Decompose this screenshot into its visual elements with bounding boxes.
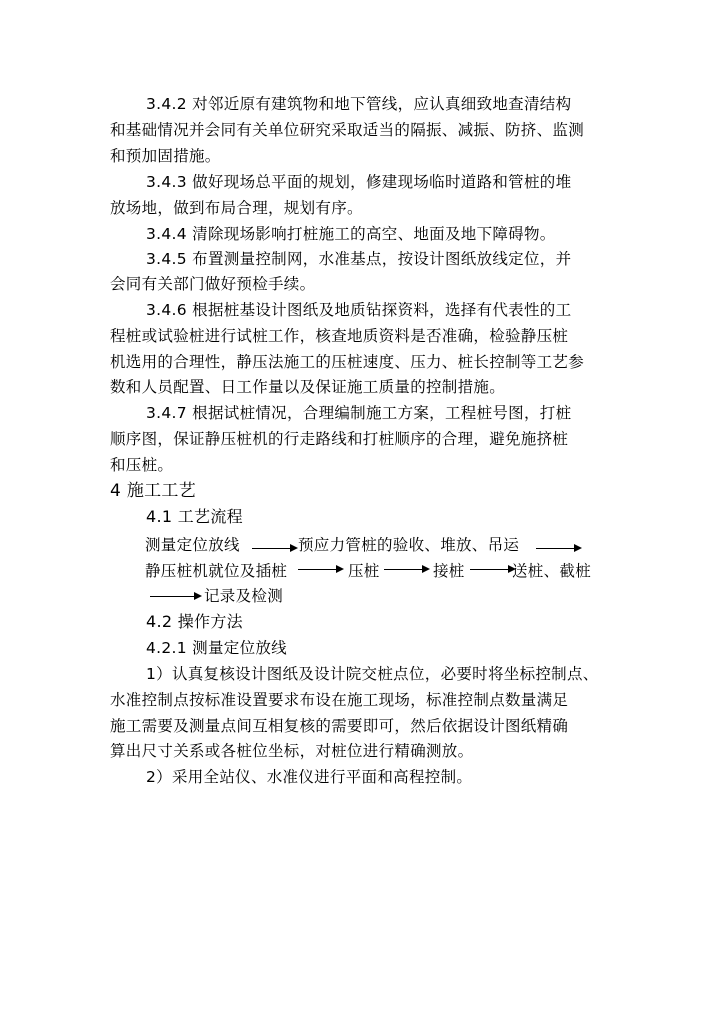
- paragraph-3-4-2-line-2: 和基础情况并会同有关单位研究采取适当的隔振、减振、防挤、监测: [110, 121, 585, 139]
- arrow-icon: [252, 548, 296, 549]
- item-2-line-1: 2）采用全站仪、水准仪进行平面和高程控制。: [146, 768, 473, 786]
- section-4-heading: 4 施工工艺: [110, 481, 197, 501]
- paragraph-3-4-4-line-1: 3.4.4 清除现场影响打桩施工的高空、地面及地下障碍物。: [146, 225, 556, 243]
- item-1-line-3: 施工需要及测量点间互相复核的需要即可，然后依据设计图纸精确: [110, 717, 569, 735]
- paragraph-3-4-5-line-2: 会同有关部门做好预检手续。: [110, 275, 316, 293]
- section-4-2-1-heading: 4.2.1 测量定位放线: [146, 639, 287, 657]
- paragraph-3-4-6-line-1: 3.4.6 根据桩基设计图纸及地质钻探资料，选择有代表性的工: [146, 301, 572, 319]
- paragraph-3-4-2-line-1: 3.4.2 对邻近原有建筑物和地下管线，应认真细致地查清结构: [146, 95, 572, 113]
- flow-step-machine-positioning: 静压桩机就位及插桩: [145, 562, 288, 580]
- flow-step-survey-layout: 测量定位放线: [145, 536, 240, 554]
- paragraph-3-4-3-line-2: 放场地，做到布局合理，规划有序。: [110, 199, 363, 217]
- item-1-line-2: 水准控制点按标准设置要求布设在施工现场，标准控制点数量满足: [110, 691, 569, 709]
- paragraph-3-4-6-line-4: 数和人员配置、日工作量以及保证施工质量的控制措施。: [110, 378, 506, 396]
- flow-step-pile-splicing: 接桩: [433, 562, 465, 580]
- paragraph-3-4-6-line-2: 程桩或试验桩进行试桩工作，核查地质资料是否准确，检验静压桩: [110, 327, 569, 345]
- flow-step-pile-acceptance: 预应力管桩的验收、堆放、吊运: [298, 536, 520, 554]
- flow-step-record-inspection: 记录及检测: [204, 587, 284, 605]
- paragraph-3-4-7-line-2: 顺序图，保证静压桩机的行走路线和打桩顺序的合理，避免施挤桩: [110, 430, 569, 448]
- section-4-2-heading: 4.2 操作方法: [146, 612, 243, 631]
- paragraph-3-4-3-line-1: 3.4.3 做好现场总平面的规划，修建现场临时道路和管桩的堆: [146, 173, 572, 191]
- section-4-1-heading: 4.1 工艺流程: [146, 507, 243, 526]
- paragraph-3-4-2-line-3: 和预加固措施。: [110, 147, 221, 165]
- item-1-line-4: 算出尺寸关系或各桩位坐标，对桩位进行精确测放。: [110, 742, 474, 760]
- item-1-line-1: 1）认真复核设计图纸及设计院交桩点位，必要时将坐标控制点、: [146, 665, 599, 683]
- arrow-icon: [536, 548, 580, 549]
- arrow-icon: [470, 569, 514, 570]
- paragraph-3-4-6-line-3: 机选用的合理性，静压法施工的压桩速度、压力、桩长控制等工艺参: [110, 353, 585, 371]
- flow-step-pile-driving-cutting: 送桩、截桩: [512, 562, 592, 580]
- arrow-icon: [384, 569, 428, 570]
- paragraph-3-4-7-line-3: 和压桩。: [110, 456, 174, 474]
- paragraph-3-4-7-line-1: 3.4.7 根据试桩情况，合理编制施工方案，工程桩号图，打桩: [146, 404, 572, 422]
- paragraph-3-4-5-line-1: 3.4.5 布置测量控制网，水准基点，按设计图纸放线定位，并: [146, 250, 572, 268]
- arrow-icon: [150, 596, 200, 597]
- arrow-icon: [298, 569, 342, 570]
- flow-step-pile-pressing: 压桩: [348, 562, 380, 580]
